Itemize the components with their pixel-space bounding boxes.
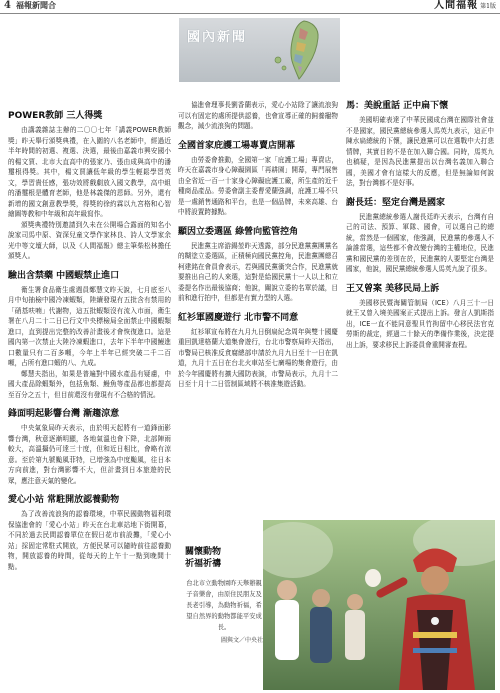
article-body: 紅衫軍宣布將在九月九日倒扁紀念周年與雙十國慶重回凱達格蘭大道集會遊行，台北市警察局昨天指出，市警局已核准反貪腐總部申請於九月九日至十一日在凱道，九月十五日在台北火車站至七廣場的集會遊行，由於今年國慶將有擴大國防表演，市警局表示，九月十二日至十月十二日管制區域將不核准集遊活動。 [178, 327, 338, 388]
article-body: 由勞委會推動，全國第一家「庇護工場」專賣店，昨天在嘉義市身心障礙園區「再耕園」開幕，專門展售由全省近一百一十家身心障礙庇護工廠，所生產的近千種商品產品。勞委會副主委曹愛蘭強調，庇護工場不只是一處銷售通路和平台，也是一個品牌，未來高雄、台中將設置跨據點。 [178, 155, 338, 216]
photo-title: 關懷動物 [185, 547, 222, 557]
article-headline: 驗出含禁藥 中國蝦禁止進口 [8, 270, 120, 281]
article-body: 美國明確表達了中華民國成台灣在國際社會並不是國家，國民黨總統參選人馬英九表示，這正中陳水扁總統的下懷，讓民進黨可以在選戰中大打悲情牌，其實目的不是在加入聯合國。同時，馬英九也稿疑，是因為民進黨提出以台灣名義加入聯合國，美國才會有這樣大的反應，但是無論如何說法，對台灣都不是好事。 [346, 116, 494, 187]
article-body: 由講義雜誌主辦的二〇〇七年「講義POWER教師獎」昨天舉行頒獎典禮，在入圍的八名老師中，經過近半年時間的初選、複選、決選，最後由嘉義市興安國小的楊文賈、北市大直高中的張家乃、張由成與高中的潘璽根得獎。其中，楊文賈讓低年級的學生輕鬆學習英文，學習貴任感，張功效將戲劇放入國文教學，高中組的潘璽根是體育老師，他是林義傑的恩師。另外，還有新增的國文創意教學獎，得獎的徐約霖以九宮格和心智繪圖等教和中年級和高年級寫作。 [8, 126, 171, 218]
header-rule [0, 13, 500, 14]
article-headline: 馬：美說重話 正中扁下懷 [346, 101, 449, 111]
article-body: 衛生署食品衛生處週員鄭慧文昨天說，七月底至八月中旬抽檢中國冷凍蝦類，陸續發現有五批含有禁用的「硝基呋喃」代謝物，這五批蝦類沒有流入市面，衛生署在八月二十二日已行文中央標檢局全面禁止中國蝦類進口，直到提出完整的改善計畫後才會恢復進口。這是國內第一次禁止大陸冷凍蝦進口，去年下半年中國鰻進口數量只有二百多噸，今年上半年已經突破二千二百噸，占所有進口蝦的八、九成。 [8, 285, 171, 367]
column-2 [178, 18, 338, 514]
article-headline: POWER教師 三人得獎 [8, 111, 103, 121]
article-body: 民進黨主席游錫堃昨天透露，部分民進黨黨團黨名的糊塗立委選區，正積極向國民黨控角，民進黨團總召柯建銘在會員會表示，若與國民黨衝突合作，民進黨就要推出自己的人來選，這對是給國民黨十一人以上和立委提名作出最後協商；他說，關說立委的名單於議，目前和進行拍中，但都是有實力型的人選。 [178, 241, 338, 302]
photo-title: 祈福祈禱 [185, 559, 222, 569]
article-body: 美國移民暨海關管制局（ICE）八月三十一日就王又曾入境美國案正式提出上訴。發言人凱斯指出，ICE一直不能同意聖貝竹拘留中心移民法官克勞斯的裁定，經過二十餘天的準備作業後，決定提出上訴，要求移民上訴委員會重開審查程。 [346, 298, 494, 349]
news-photo [263, 520, 495, 690]
article-body: 頒獎典禮特別邀請到久未在公開場合露面的知名小說家司馬中原、資深兒童文學作家林良、詩人文學家余光中等文壇大師，以及《人間福報》總主筆柴松林擔任頒獎人。 [8, 220, 171, 260]
photo-credit: 圖與文／中央社 [220, 637, 263, 644]
article-headline: 王又曾案 美移民局上訴 [346, 283, 440, 294]
photo-caption: 台北市立動物園昨天舉辦親子音樂會，由原住民朋友及長老引導，為動物祈福，希望自然界的動物都能平安成長。 [186, 580, 262, 631]
article-headline: 全國首家庇護工場專賣店開幕 [178, 140, 296, 151]
article-body: 協進會理事長劉香蘭表示，愛心小站除了讓流浪狗可以有固定的處所提供認養，也會宣導正確的飼養寵物觀念，減少流浪狗的問題。 [178, 101, 338, 130]
page-header [0, 0, 500, 12]
article-headline: 顯因立委選區 綠營向監管控角 [178, 226, 299, 237]
article-body: 民進黨總統參選人謝長廷昨天表示，台灣有自己的司法、預算、軍隊、國會，可以選自己的總統，當然是一個國家，他強調，民進黨的參選人不論誰當選，這些都不會改變台灣的主權地位，民進黨和國民黨的差別在於，民進黨的人要堅定台灣是國家，他說，國民黨總統參選人馬英九說了很多。 [346, 212, 494, 273]
article-body: 為了改善流浪狗的認養環境，中華民國動物福利環保協進會的「愛心小站」昨天在台北車站地下街開幕，不同於過去民間認養單位在假日花市前設攤，「愛心小站」採固定常駐式開放，方便民眾可以隨時前往認養動物，開放認養的時間，從每天的上午十一點到晚間十點。 [8, 510, 171, 571]
article-body: 鄭慧夫指出，如果是普遍對中國水產品有疑慮，中國大產品除蝦類外，包括魚類、鰻魚等產品都也都提高至百分之五十，但目前還沒有發現有不合格的情況。 [8, 369, 171, 399]
article-headline: 愛心小站 常駐開放認養動物 [8, 495, 120, 505]
newspaper-brand: 人間福報 第1版 [434, 0, 496, 11]
article-body: 中央氣象局昨天表示，由於明天起將有一道鋒面影響台灣，秋意逐漸明顯，各地氣溫也會下降，北部陣雨較大，高溫攝仍可達三十度，但和近日相比，會略有涼意。至於第九號颱風菲特，已增強為中度颱風，往日本方向前進，對台灣影響不大，但計畫到日本旅遊的民眾，應注意天氣的變化。 [8, 424, 171, 485]
photo-caption-box [185, 546, 263, 686]
section-title: 國內新聞 [187, 30, 248, 45]
page-number: 4 [4, 0, 11, 11]
article-headline: 紅衫軍國慶遊行 北市警不同意 [178, 312, 299, 323]
article-headline: 謝長廷：堅定台灣是國家 [346, 197, 446, 208]
article-headline: 鋒面明起影響台灣 漸趨涼意 [8, 409, 120, 419]
column-1 [8, 110, 171, 688]
section-name: 福報新聞合 [16, 1, 56, 10]
